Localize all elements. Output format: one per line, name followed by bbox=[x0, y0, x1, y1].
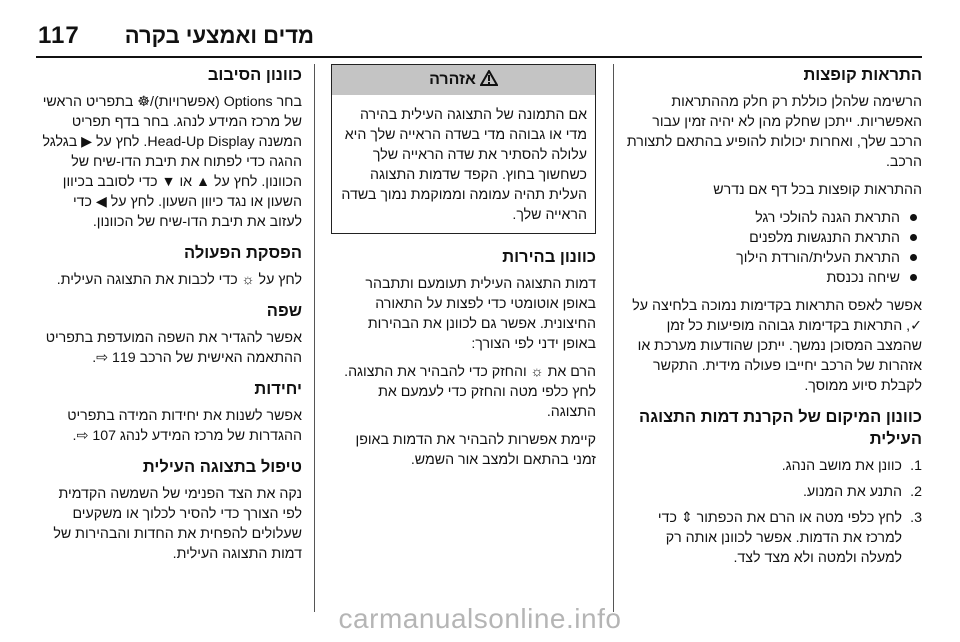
step-number: 3. bbox=[910, 510, 922, 526]
heading-image-height: כוונון המיקום של הקרנת דמות התצוגה העילית bbox=[639, 408, 922, 448]
middle-column bbox=[331, 64, 596, 478]
steps-list bbox=[626, 456, 922, 568]
list-item bbox=[626, 508, 922, 568]
heading-units: יחידות bbox=[254, 380, 302, 398]
step-text: התנע את המנוע. bbox=[802, 484, 902, 500]
heading-language: שפה bbox=[266, 302, 302, 320]
step-text: לחץ כלפי מטה או הרם את הכפתור ⇕ כדי למרכז את הדמות. אפשר לכוונן אותה רק למעלה ולמטה ולא מצד לצד. bbox=[657, 510, 902, 566]
step-text: כוונן את מושב הנהג. bbox=[781, 458, 902, 474]
heading-rotation: כוונון הסיבוב bbox=[207, 66, 302, 84]
list-item: התראת הגנה להולכי רגל bbox=[626, 208, 900, 228]
heading-care: טיפול בתצוגה העילית bbox=[142, 458, 302, 476]
warning-box bbox=[331, 64, 596, 234]
column-divider-left bbox=[314, 64, 315, 612]
paragraph-rotation: בחר Options (אפשרויות)/☸ בתפריט הראשי של מרכז המידע לנהג. בחר בדף תפריט המשנה Head-Up Display. לחץ על ▶ בגלגל ההגה כדי לפתוח את תיבת הדו-שיח של הכוונון. לחץ על ▲ או ▼ כדי לסובב בכיוון השעון או נגד כיוון השעון. לחץ על ◀ כדי לעזוב את תיבת הדו-שיח של הכוונון. bbox=[42, 94, 302, 230]
paragraph-brightness-manual: הרם את ☼ והחזק כדי להבהיר את התצוגה. לחץ כלפי מטה והחזק כדי לעמעם את התצוגה. bbox=[344, 364, 596, 420]
header-rule bbox=[36, 56, 922, 58]
heading-brightness: כוונון בהירות bbox=[502, 248, 596, 266]
column-divider-right bbox=[613, 64, 614, 612]
heading-disable: הפסקת הפעולה bbox=[184, 244, 302, 262]
watermark: carmanualsonline.info bbox=[338, 603, 622, 634]
warnings-list bbox=[626, 208, 922, 288]
list-item: התראת התנגשות מלפנים bbox=[626, 228, 900, 248]
page-header bbox=[0, 0, 960, 58]
paragraph-warnings-reset: אפשר לאפס התראות בקדימות נמוכה בלחיצה על ✓, התראות בקדימות גבוהה מופיעות כל זמן שהמצב המסוכן נמשך. ייתכן שהודעות מערכת או אזהרות של הרכב יחייבו פעולה מידית. התקשר לקבלת סיוע ממוסך. bbox=[632, 298, 922, 394]
step-number: 2. bbox=[910, 484, 922, 500]
paragraph-language: אפשר להגדיר את השפה המועדפת בתפריט ההתאמה האישית של הרכב 119 ⇨. bbox=[45, 330, 302, 366]
warning-header bbox=[332, 65, 595, 95]
warning-triangle-icon bbox=[480, 70, 498, 86]
paragraph-brightness-temporary: קיימת אפשרות להבהיר את הדמות באופן זמני בהתאם ולמצב אור השמש. bbox=[355, 432, 596, 468]
paragraph-care: נקה את הצד הפנימי של השמשה הקדמית לפי הצורך כדי להסיר לכלוך או משקעים שעלולים להפחית את החדות והבהירות של דמות התצוגה העילית. bbox=[53, 486, 302, 562]
page-number: 117 bbox=[38, 22, 80, 49]
paragraph-brightness-auto: דמות התצוגה העילית תעומעם ותתבהר באופן אוטומטי כדי לפצות על התאורה החיצונית. אפשר גם לכוונן את הבהירות באופן ידני לפי הצורך: bbox=[365, 276, 596, 352]
list-item: התראת העלית/הורדת הילוך bbox=[626, 248, 900, 268]
paragraph-disable: לחץ על ☼ כדי לכבות את התצוגה העילית. bbox=[56, 272, 302, 288]
list-item bbox=[626, 482, 922, 502]
list-item: שיחה נכנסת bbox=[626, 268, 900, 288]
warning-title: אזהרה bbox=[429, 71, 476, 88]
left-column bbox=[38, 64, 302, 572]
chapter-title: מדים ואמצעי בקרה bbox=[124, 23, 314, 48]
paragraph-units: אפשר לשנות את יחידות המידה בתפריט ההגדרות של מרכז המידע לנהג 107 ⇨. bbox=[67, 408, 302, 444]
warning-text: אם התמונה של התצוגה העילית בהירה מדי או גבוהה מדי בשדה הראייה שלך היא עלולה להסתיר את שדה הראייה שלך כשחשוך בחוץ. הקפד שדמות התצוגה העלית תהיה עמומה וממוקמת נמוך בשדה הראייה שלך. bbox=[341, 107, 587, 223]
step-number: 1. bbox=[910, 458, 922, 474]
paragraph-warnings-appear: ההתראות קופצות בכל דף אם נדרש bbox=[713, 182, 922, 198]
heading-popup-warnings: התראות קופצות bbox=[803, 66, 922, 84]
right-column bbox=[626, 64, 922, 574]
paragraph-warnings-intro: הרשימה שלהלן כוללת רק חלק מההתראות האפשריות. ייתכן שחלק מהן לא יהיה זמין עבור הרכב שלך, ואחרות יכולות להופיע בהתאם לתצורת הרכב. bbox=[626, 94, 922, 170]
list-item bbox=[626, 456, 922, 476]
